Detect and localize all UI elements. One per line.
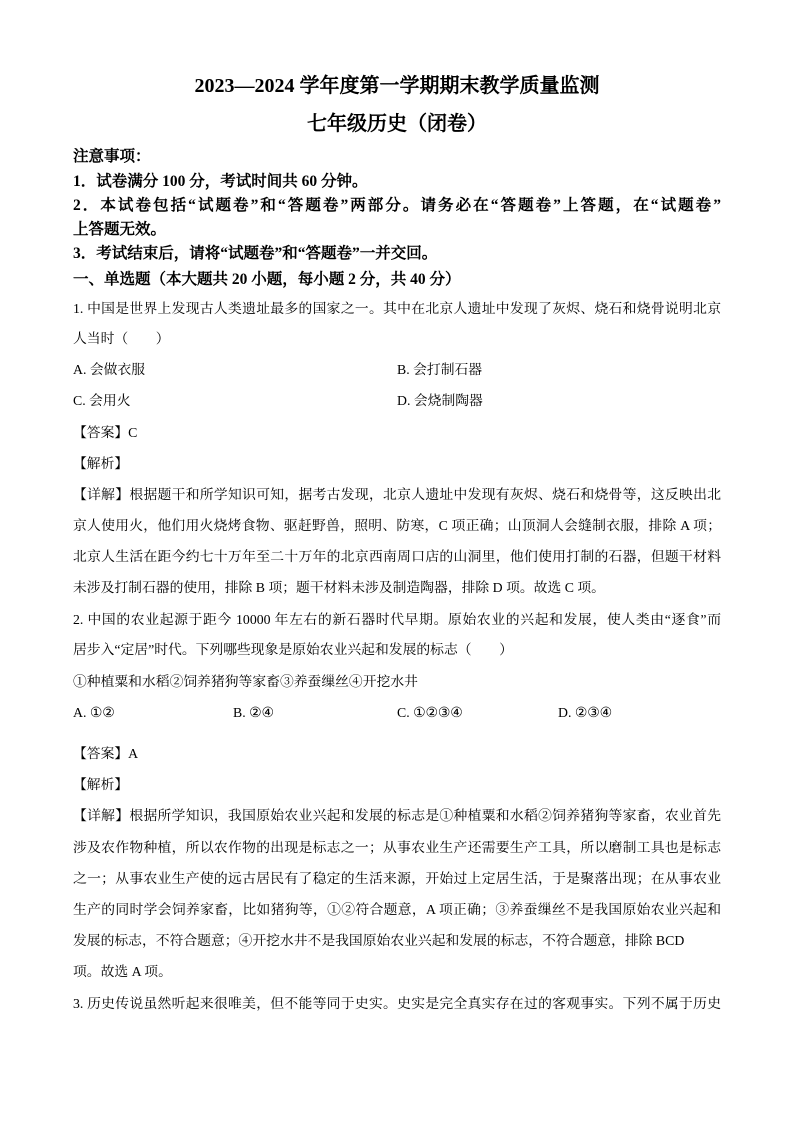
notice-heading: 注意事项： [73,148,151,165]
exam-title: 2023—2024 学年度第一学期期末教学质量监测 [194,75,600,97]
section-heading: 一、单选题（本大题共 20 小题，每小题 2 分，共 40 分） [73,271,461,288]
detail-line: 京人使用火，他们用火烧烤食物、驱赶野兽，照明、防寒，C 项正确；山顶洞人会缝制衣服，排除 A 项； [73,518,721,533]
question-stem-line: 3. 历史传说虽然听起来很唯美，但不能等同于史实。史实是完全真实存在过的客观事实。下列不属于历史 [73,996,721,1011]
detail-line: 之一；从事农业生产使的远古居民有了稳定的生活来源，开始过上定居生活，于是聚落出现；在从事农业 [73,871,721,886]
question-stem-line: ①种植粟和水稻②饲养猪狗等家畜③养蚕缫丝④开挖水井 [73,674,418,689]
notice-line: 3．考试结束后，请将“试题卷”和“答题卷”一并交回。 [73,245,438,262]
option-b: B. 会打制石器 [397,362,483,377]
detail-line: 未涉及打制石器的使用，排除 B 项；题干材料未涉及制造陶器，排除 D 项。故选 C 项。 [73,580,605,595]
option-b: B. ②④ [233,705,274,720]
answer-line: 【答案】C [73,425,138,440]
question-stem-line: 1. 中国是世界上发现古人类遗址最多的国家之一。其中在北京人遗址中发现了灰烬、烧石和烧骨说明北京 [73,301,721,316]
option-c: C. 会用火 [73,393,131,408]
question-stem-line: 人当时（ ） [73,331,170,346]
question-stem-line: 居步入“定居”时代。下列哪些现象是原始农业兴起和发展的标志（ ） [73,642,513,657]
detail-line: 涉及农作物种植，所以农作物的出现是标志之一；从事农业生产还需要生产工具，所以磨制工具也是标志 [73,840,721,855]
option-d: D. ②③④ [558,705,612,720]
option-a: A. 会做衣服 [73,362,146,377]
analysis-label: 【解析】 [73,456,129,471]
question-stem-line: 2. 中国的农业起源于距今 10000 年左右的新石器时代早期。原始农业的兴起和发展，使人类由“逐食”而 [73,612,721,627]
answer-line: 【答案】A [73,746,139,761]
detail-line: 项。故选 A 项。 [73,964,172,979]
analysis-label: 【解析】 [73,777,129,792]
notice-line: 1．试卷满分 100 分，考试时间共 60 分钟。 [73,173,368,190]
notice-line: 2．本试卷包括“试题卷”和“答题卷”两部分。请务必在“答题卷”上答题，在“试题卷” [73,197,721,214]
option-d: D. 会烧制陶器 [397,393,483,408]
notice-line: 上答题无效。 [73,221,167,238]
option-c: C. ①②③④ [397,705,463,720]
detail-line: 发展的标志，不符合题意；④开挖水井不是我国原始农业兴起和发展的标志，不符合题意，排除 BCD [73,933,685,948]
detail-line: 【详解】根据题干和所学知识可知，据考古发现，北京人遗址中发现有灰烬、烧石和烧骨等，这反映出北 [73,487,721,502]
detail-line: 北京人生活在距今约七十万年至二十万年的北京西南周口店的山洞里，他们使用打制的石器，但题干材料 [73,549,721,564]
exam-subtitle: 七年级历史（闭卷） [307,113,487,135]
option-a: A. ①② [73,705,115,720]
detail-line: 【详解】根据所学知识，我国原始农业兴起和发展的标志是①种植粟和水稻②饲养猪狗等家畜，农业首先 [73,808,721,823]
detail-line: 生产的同时学会饲养家畜，比如猪狗等，①②符合题意，A 项正确；③养蚕缫丝不是我国原始农业兴起和 [73,902,721,917]
